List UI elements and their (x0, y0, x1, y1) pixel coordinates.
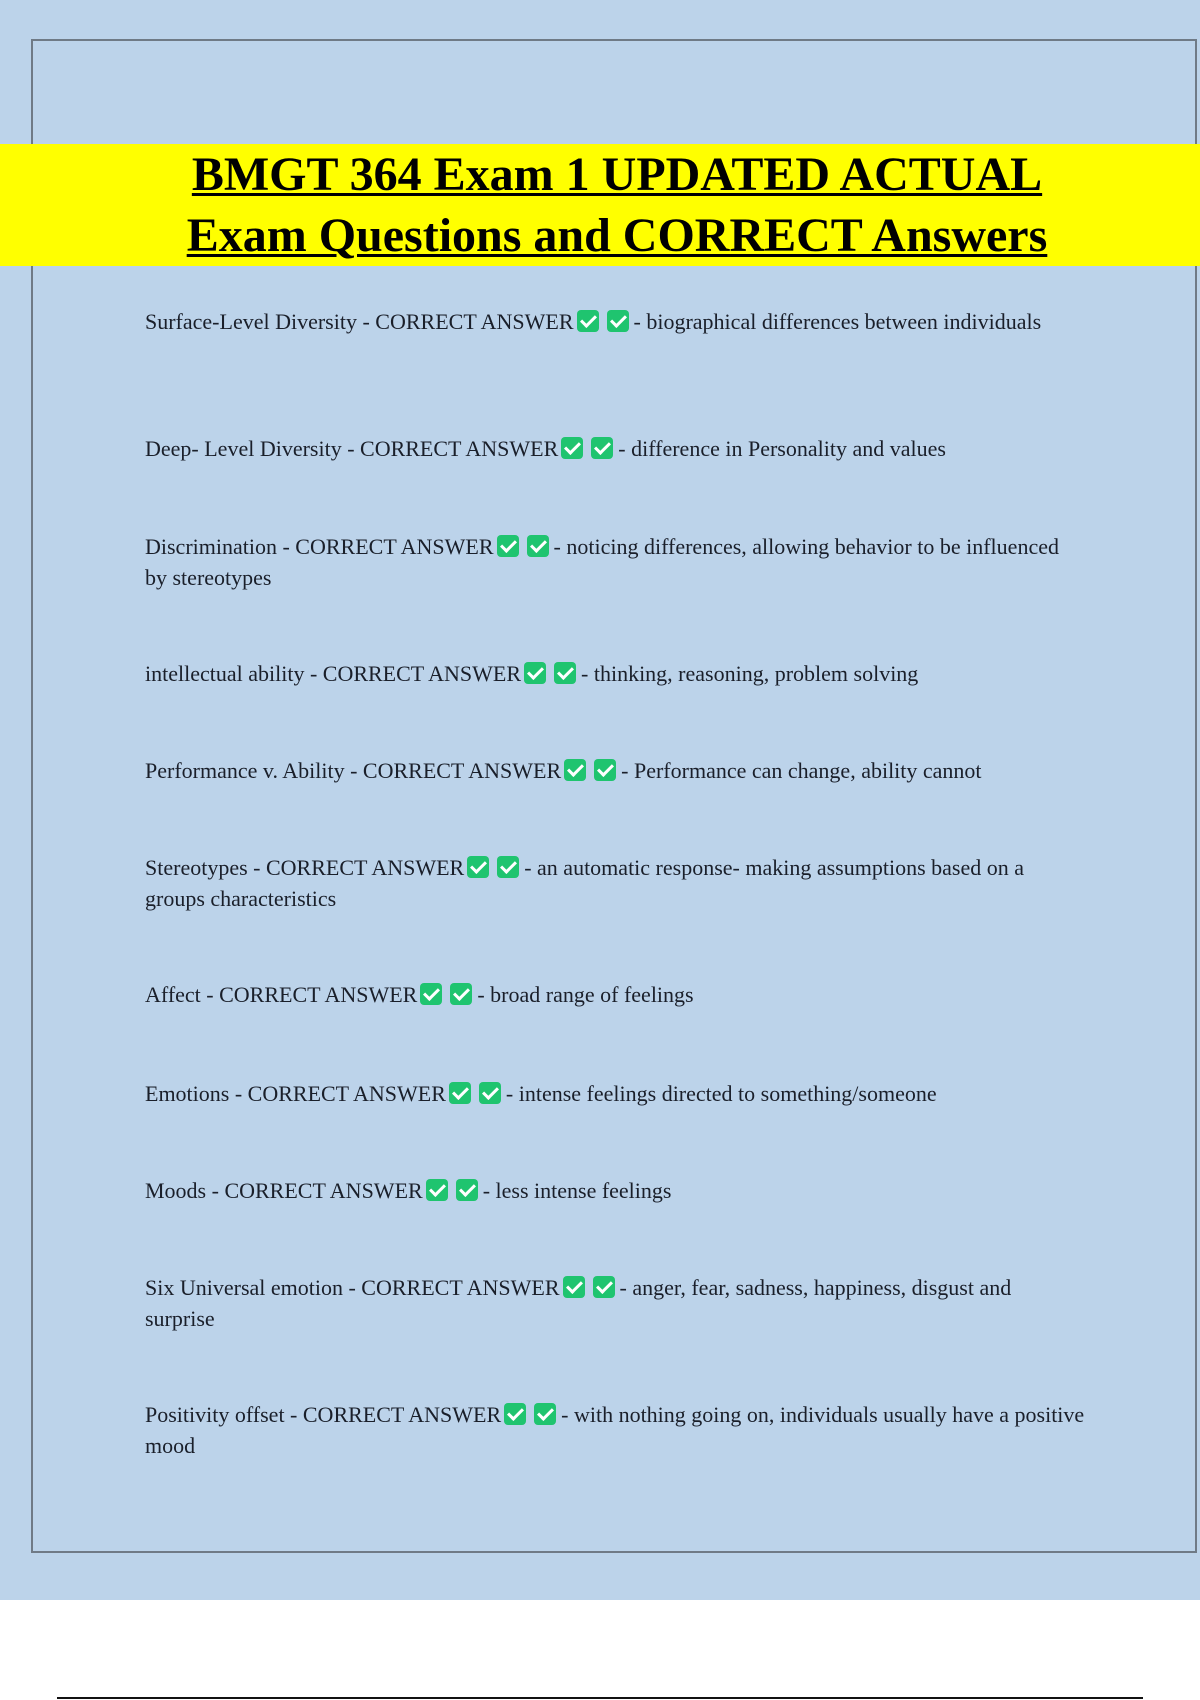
check-box-icon (564, 759, 586, 781)
qa-item (145, 658, 1085, 689)
qa-answer: - with nothing going on, individuals usually have a positive mood (145, 1402, 1085, 1458)
qa-term: Surface-Level Diversity - CORRECT ANSWER (145, 309, 574, 334)
qa-item (145, 1272, 1085, 1334)
check-box-icon (467, 856, 489, 878)
qa-term: Stereotypes - CORRECT ANSWER (145, 855, 465, 880)
qa-item (145, 1175, 1085, 1206)
check-box-icon (497, 856, 519, 878)
check-box-icon (426, 1179, 448, 1201)
check-box-icon (497, 535, 519, 557)
check-box-icon (449, 1082, 471, 1104)
qa-item (145, 433, 1085, 464)
qa-term: Performance v. Ability - CORRECT ANSWER (145, 758, 562, 783)
qa-answer: - thinking, reasoning, problem solving (581, 661, 919, 686)
check-box-icon (563, 1276, 585, 1298)
qa-answer: - Performance can change, ability cannot (621, 758, 982, 783)
check-box-icon (561, 437, 583, 459)
qa-item (145, 852, 1085, 914)
check-box-icon (607, 310, 629, 332)
qa-item (145, 531, 1085, 593)
qa-answer: - anger, fear, sadness, happiness, disgust and surprise (145, 1275, 1012, 1331)
check-box-icon (456, 1179, 478, 1201)
qa-term: Affect - CORRECT ANSWER (145, 982, 418, 1007)
qa-term: Positivity offset - CORRECT ANSWER (145, 1402, 502, 1427)
title-block (0, 144, 1200, 266)
qa-item (145, 1078, 1085, 1109)
check-box-icon (577, 310, 599, 332)
check-box-icon (593, 1276, 615, 1298)
qa-item (145, 755, 1085, 786)
check-box-icon (504, 1403, 526, 1425)
qa-answer: - noticing differences, allowing behavior to be influenced by stereotypes (145, 534, 1059, 590)
qa-term: Discrimination - CORRECT ANSWER (145, 534, 494, 559)
qa-answer: - less intense feelings (482, 1178, 672, 1203)
qa-term: Six Universal emotion - CORRECT ANSWER (145, 1275, 560, 1300)
qa-item (145, 979, 1085, 1010)
check-box-icon (450, 983, 472, 1005)
footer-divider (57, 1697, 1143, 1699)
qa-answer: - an automatic response- making assumptions based on a groups characteristics (145, 855, 1024, 911)
qa-term: intellectual ability - CORRECT ANSWER (145, 661, 522, 686)
qa-answer: - broad range of feelings (477, 982, 694, 1007)
check-box-icon (524, 662, 546, 684)
document-title-line-2: Exam Questions and CORRECT Answers (0, 205, 1200, 266)
check-box-icon (591, 437, 613, 459)
qa-answer: - biographical differences between individuals (633, 309, 1042, 334)
qa-term: Emotions - CORRECT ANSWER (145, 1081, 446, 1106)
check-box-icon (534, 1403, 556, 1425)
document-title-line-1: BMGT 364 Exam 1 UPDATED ACTUAL (0, 144, 1200, 205)
check-box-icon (479, 1082, 501, 1104)
qa-term: Deep- Level Diversity - CORRECT ANSWER (145, 436, 559, 461)
qa-term: Moods - CORRECT ANSWER (145, 1178, 423, 1203)
check-box-icon (594, 759, 616, 781)
qa-answer: - intense feelings directed to something/someone (505, 1081, 937, 1106)
check-box-icon (527, 535, 549, 557)
check-box-icon (554, 662, 576, 684)
qa-item (145, 306, 1085, 337)
check-box-icon (420, 983, 442, 1005)
qa-item (145, 1399, 1085, 1461)
qa-answer: - difference in Personality and values (618, 436, 946, 461)
